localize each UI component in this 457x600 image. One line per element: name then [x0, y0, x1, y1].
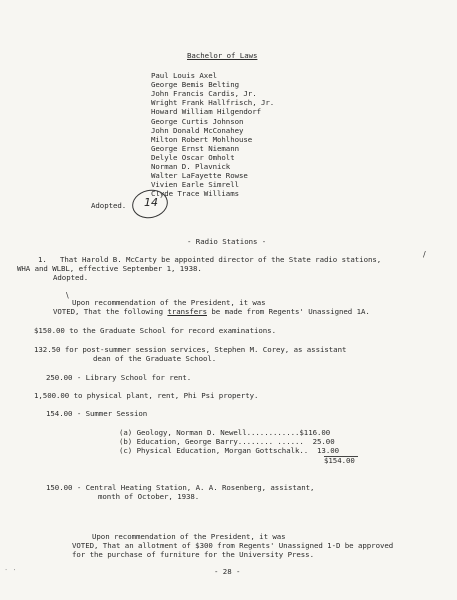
transfer-intro-rest: be made from Regents' Unassigned 1A. [207, 307, 370, 316]
radio-item-line1: 1. That Harold B. McCarty be appointed director of the State radio stations, [38, 255, 382, 264]
transfer-row: 1,500.00 to physical plant, rent, Phi Psi property. [34, 391, 259, 400]
graduate-name: Paul Louis Axel [151, 71, 217, 80]
radio-item-line2: WHA and WLBL, effective September 1, 1938. [17, 264, 202, 273]
heating-row-cont: month of October, 1938. [98, 492, 200, 501]
transfer-row-cont: dean of the Graduate School. [93, 354, 217, 363]
graduate-name: John Francis Cardis, Jr. [151, 89, 257, 99]
graduate-name: Wright Frank Hallfrisch, Jr. [151, 98, 275, 108]
summer-total: $154.00 [324, 456, 355, 465]
margin-smudge: ⋅ ⋅ [4, 566, 17, 574]
handwritten-mark: \ [66, 291, 69, 300]
graduate-name: Norman D. Plavnick [151, 162, 231, 171]
transfer-row: 132.50 for post-summer session services, Stephen M. Corey, as assistant [34, 345, 347, 354]
transfer-row: 250.00 - Library School for rent. [46, 373, 192, 382]
furniture-line1: Upon recommendation of the President, it was [92, 532, 286, 541]
handwritten-number: 14 [144, 196, 158, 209]
heating-row: 150.00 - Central Heating Station, A. A. Rosenberg, assistant, [46, 483, 315, 492]
graduate-name: Clyde Trace Williams [151, 189, 239, 199]
graduate-name: Howard William Hilgendorf [151, 107, 261, 117]
page-number: - 28 - [214, 567, 241, 576]
transfer-row: $150.00 to the Graduate School for record examinations. [34, 326, 276, 335]
graduate-name: George Bemis Belting [151, 80, 239, 90]
graduate-name: Walter LaFayette Rowse [151, 171, 248, 181]
furniture-line3: for the purchase of furniture for the University Press. [72, 550, 314, 559]
transfer-intro-voted: VOTED, That the following [53, 307, 168, 316]
adopted-label: Adopted. [91, 201, 127, 210]
transfer-intro-line1: Upon recommendation of the President, it was [72, 298, 266, 307]
graduate-name: George Curtis Johnson [151, 116, 244, 126]
graduate-name: John Donald McConahey [151, 125, 244, 135]
graduate-name: Delyle Oscar Omholt [151, 152, 235, 162]
transfer-intro-underlined: transfers [167, 307, 207, 316]
radio-heading: - Radio Stations - [187, 237, 267, 246]
transfer-intro-line2 [53, 307, 370, 316]
summer-item: (a) Geology, Norman D. Newell............$116.00 [119, 428, 331, 437]
transfer-row: 154.00 - Summer Session [46, 409, 148, 418]
handwritten-tick: / [423, 250, 426, 259]
degree-heading: Bachelor of Laws [187, 51, 258, 60]
summer-item: (b) Education, George Barry........ ...... 25.00 [119, 437, 335, 446]
furniture-line2: VOTED, That an allotment of $300 from Regents' Unassigned 1-D be approved [72, 541, 394, 550]
summer-item: (c) Physical Education, Morgan Gottschalk.. 13.00 [119, 446, 340, 455]
graduate-name: Milton Robert Mohlhouse [151, 134, 253, 144]
radio-adopted: Adopted. [53, 273, 89, 282]
graduate-name: Vivien Earle Simrell [151, 180, 239, 190]
graduate-name: George Ernst Niemann [151, 143, 239, 153]
